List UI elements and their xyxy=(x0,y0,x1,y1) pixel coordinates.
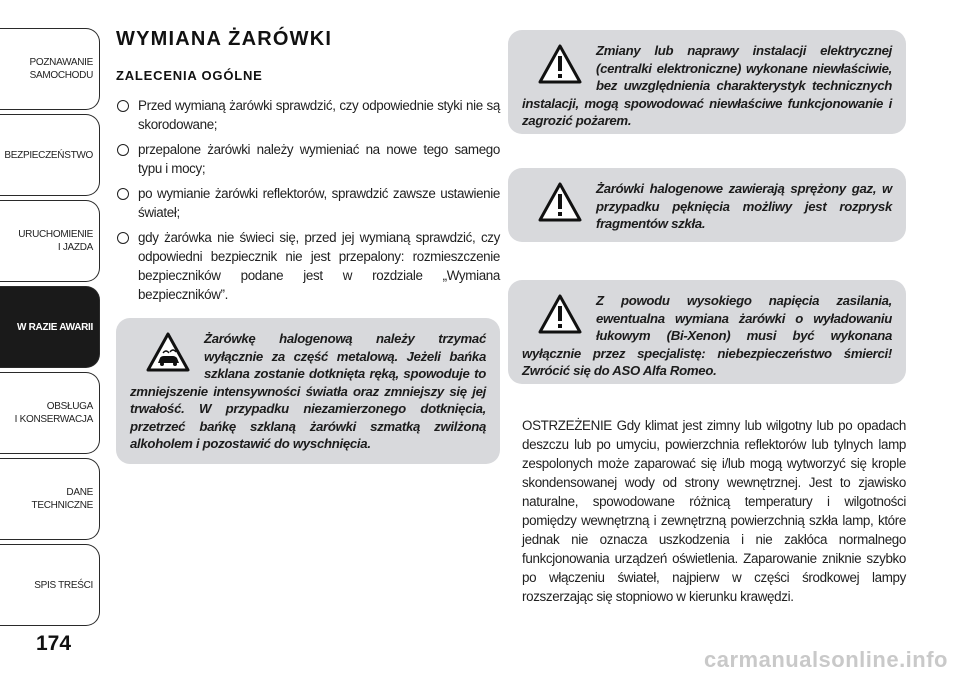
tab-w-razie-awarii[interactable]: W RAZIE AWARII xyxy=(0,286,100,368)
tab-obsluga-i-konserwacja[interactable]: OBSŁUGA I KONSERWACJA xyxy=(0,372,100,454)
notice-xenon-high-voltage xyxy=(508,280,906,384)
list-item: gdy żarówka nie świeci się, przed jej wymianą sprawdzić, czy odpowiedni bezpiecznik nie jest przepalony: rozmieszczenie bezpieczników podane jest w rozdziale „Wymiana bezpieczników”. xyxy=(116,228,500,304)
warning-icon xyxy=(538,44,582,84)
tab-uruchomienie-i-jazda[interactable]: URUCHOMIENIE I JAZDA xyxy=(0,200,100,282)
notice-halogen-handling xyxy=(116,318,500,464)
list-item: po wymianie żarówki reflektorów, sprawdzić zawsze ustawienie świateł; xyxy=(116,184,500,222)
notice-electrical-repairs xyxy=(508,30,906,134)
list-item: Przed wymianą żarówki sprawdzić, czy odpowiednie styki nie są skorodowane; xyxy=(116,96,500,134)
condensation-warning-text: OSTRZEŻENIE Gdy klimat jest zimny lub wilgotny lub po opadach deszczu lub po umyciu, powierzchnia reflektorów lub tylnych lamp zespolonych może zaparować się i/lub mogą wytworzyć się krople skondensowanej wody od strony wewnętrznej. Jest to zjawisko naturalne, spowodowane różnicą temperatury i wilgotności pomiędzy wewnętrzną i zewnętrzną powierzchnią szkła lamp, które jednak nie oznacza uszkodzenia i nie zakłóca normalnego funkcjonowania urządzeń oświetlenia. Zaparowanie zniknie szybko po włączeniu świateł, najpierw w części środkowej lampy rozszerzając się stopniowo w kierunku krawędzi. xyxy=(522,418,906,604)
page-title: WYMIANA ŻARÓWKI xyxy=(116,28,333,50)
bullet-icon xyxy=(117,188,129,200)
recommendations-list xyxy=(116,96,500,310)
warning-icon xyxy=(538,182,582,222)
tab-dane-techniczne[interactable]: DANE TECHNICZNE xyxy=(0,458,100,540)
notice-text: Żarówkę halogenową należy trzymać wyłącznie za część metalową. Jeżeli bańka szklana zostanie dotknięta ręką, spowoduje to zmniejszenie intensywności światła oraz zmniejszy się jej trwałość. W przypadku niezamierzonego dotknięcia, przetrzeć bańkę szklaną żarówki szmatką zwilżoną alkoholem i pozostawić do wyschnięcia. xyxy=(130,331,486,451)
warning-icon xyxy=(538,294,582,334)
car-care-icon xyxy=(146,332,190,372)
tab-bezpieczenstwo[interactable]: BEZPIECZEŃSTWO xyxy=(0,114,100,196)
section-subtitle: ZALECENIA OGÓLNE xyxy=(116,68,263,83)
watermark: carmanualsonline.info xyxy=(704,647,948,672)
notice-text: Z powodu wysokiego napięcia zasilania, ewentualna wymiana żarówki o wyładowaniu łukowym (Bi-Xenon) musi być wykonana wyłącznie przez specjalistę: niebezpieczeństwo śmierci! Zwrócić się do ASO Alfa Romeo. xyxy=(522,293,892,378)
list-item: przepalone żarówki należy wymieniać na nowe tego samego typu i mocy; xyxy=(116,140,500,178)
bullet-icon xyxy=(117,232,129,244)
notice-text: Zmiany lub naprawy instalacji elektrycznej (centralki elektroniczne) wykonane niewłaściwie, bez uwzględnienia charakterystyk technicznych instalacji, mogą spowodować niewłaściwe funkcjonowanie i zagrozić pożarem. xyxy=(522,43,892,128)
tab-spis-tresci[interactable]: SPIS TREŚCI xyxy=(0,544,100,626)
notice-text: Żarówki halogenowe zawierają sprężony gaz, w przypadku pęknięcia możliwy jest rozprysk fragmentów szkła. xyxy=(596,181,892,231)
bullet-icon xyxy=(117,100,129,112)
tab-poznawanie-samochodu[interactable]: POZNAWANIE SAMOCHODU xyxy=(0,28,100,110)
notice-halogen-gas xyxy=(508,168,906,242)
bullet-icon xyxy=(117,144,129,156)
page-number: 174 xyxy=(36,632,72,655)
